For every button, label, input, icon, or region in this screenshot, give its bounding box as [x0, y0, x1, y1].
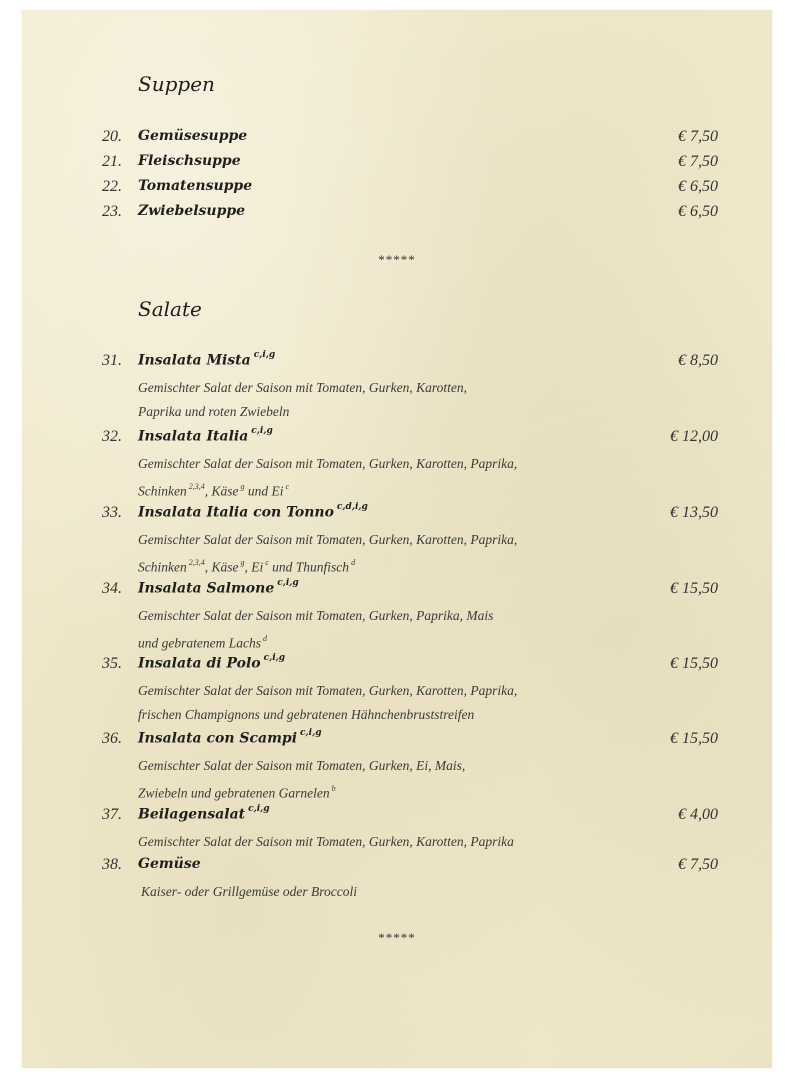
- allergen-codes: c,i,g: [300, 728, 322, 738]
- item-description: Gemischter Salat der Saison mit Tomaten, Gurken, Karotten, Paprika,: [138, 683, 518, 698]
- menu-item: [22, 178, 772, 200]
- item-name: Beilagensalat $^{c,i,g}$: [138, 804, 270, 823]
- item-description: Gemischter Salat der Saison mit Tomaten, Gurken, Karotten,: [138, 380, 467, 395]
- menu-item: [22, 203, 772, 225]
- item-price: € 15,50: [670, 730, 718, 747]
- allergen-codes: c,i,g: [248, 804, 270, 814]
- allergen-codes: c,i,g: [263, 653, 286, 663]
- item-price: € 12,00: [670, 428, 718, 445]
- item-price: € 15,50: [670, 580, 718, 597]
- menu-item: [22, 730, 772, 752]
- item-description: Gemischter Salat der Saison mit Tomaten, Gurken, Karotten, Paprika,: [138, 532, 518, 547]
- menu-item: [22, 655, 772, 677]
- allergen-codes: c,i,g: [253, 350, 276, 360]
- item-number: 22.: [102, 178, 122, 195]
- item-description: Gemischter Salat der Saison mit Tomaten, Gurken, Ei, Mais,: [138, 758, 466, 773]
- menu-item: [22, 428, 772, 450]
- item-number: 33.: [102, 504, 122, 521]
- item-price: € 6,50: [678, 203, 718, 220]
- item-description: Zwiebeln und gebratenen Garnelen $^b$: [138, 784, 336, 801]
- item-name: Gemüsesuppe: [138, 128, 248, 144]
- item-price: € 4,00: [678, 806, 718, 823]
- allergen-codes: c,i,g: [251, 426, 273, 436]
- menu-item: [22, 856, 772, 878]
- item-price: € 8,50: [678, 352, 718, 369]
- item-number: 21.: [102, 153, 122, 170]
- item-description: frischen Champignons und gebratenen Hähnchenbruststreifen: [138, 707, 475, 722]
- item-price: € 15,50: [670, 655, 718, 672]
- item-name: Insalata Italia $^{c,i,g}$: [138, 426, 273, 445]
- menu-item: [22, 504, 772, 526]
- item-number: 37.: [102, 806, 122, 823]
- menu-item: [22, 153, 772, 175]
- item-description: Gemischter Salat der Saison mit Tomaten, Gurken, Paprika, Mais: [138, 608, 494, 623]
- item-price: € 6,50: [678, 178, 718, 195]
- item-price: € 13,50: [670, 504, 718, 521]
- item-name: Tomatensuppe: [138, 178, 253, 194]
- menu-item: [22, 580, 772, 602]
- item-number: 32.: [102, 428, 122, 445]
- item-number: 34.: [102, 580, 122, 597]
- item-number: 35.: [102, 655, 122, 672]
- item-description: Kaiser- oder Grillgemüse oder Broccoli: [141, 884, 357, 899]
- item-description: Gemischter Salat der Saison mit Tomaten, Gurken, Karotten, Paprika: [138, 834, 514, 849]
- item-description: Schinken $^{2,3,4}$, Käse $^g$ und Ei $^c$: [138, 482, 290, 499]
- separator-stars: *****: [378, 252, 416, 267]
- menu-item: [22, 806, 772, 828]
- item-number: 31.: [102, 352, 122, 369]
- item-number: 20.: [102, 128, 122, 145]
- allergen-codes: c,d,i,g: [336, 502, 368, 512]
- section-title-salate: Salate: [138, 297, 202, 321]
- item-number: 23.: [102, 203, 122, 220]
- separator-stars: *****: [378, 930, 416, 945]
- item-price: € 7,50: [678, 856, 718, 873]
- item-description: Paprika und roten Zwiebeln: [138, 404, 290, 419]
- item-description: Gemischter Salat der Saison mit Tomaten, Gurken, Karotten, Paprika,: [138, 456, 518, 471]
- item-price: € 7,50: [678, 128, 718, 145]
- menu-page: [22, 10, 772, 1068]
- item-name: Zwiebelsuppe: [138, 203, 246, 219]
- menu-item: [22, 352, 772, 374]
- item-number: 38.: [102, 856, 122, 873]
- item-name: Gemüse: [138, 856, 201, 872]
- item-description: und gebratenem Lachs $^d$: [138, 634, 267, 651]
- item-description: Schinken $^{2,3,4}$, Käse $^g$, Ei $^c$ und Thunfisch $^d$: [138, 558, 356, 575]
- item-number: 36.: [102, 730, 122, 747]
- item-name: Insalata con Scampi $^{c,i,g}$: [138, 728, 322, 747]
- section-title-suppen: Suppen: [138, 72, 215, 96]
- item-name: Insalata Mista $^{c,i,g}$: [138, 350, 276, 369]
- menu-item: [22, 128, 772, 150]
- item-name: Insalata Salmone $^{c,i,g}$: [138, 578, 299, 597]
- item-name: Fleischsuppe: [138, 153, 241, 169]
- item-price: € 7,50: [678, 153, 718, 170]
- allergen-codes: c,i,g: [277, 578, 299, 588]
- item-name: Insalata di Polo $^{c,i,g}$: [138, 653, 286, 672]
- item-name: Insalata Italia con Tonno $^{c,d,i,g}$: [138, 502, 368, 521]
